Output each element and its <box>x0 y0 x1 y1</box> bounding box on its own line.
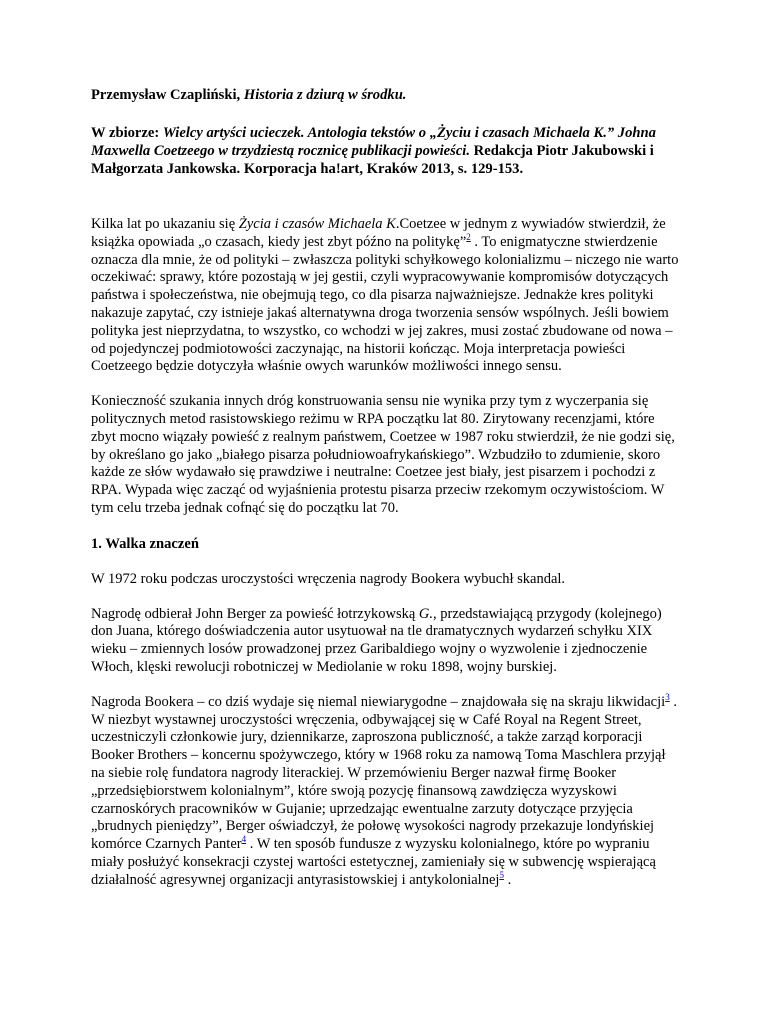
footnote-link-4[interactable]: 4 <box>241 834 247 845</box>
paragraph-4 <box>91 606 681 677</box>
paragraph-3: W 1972 roku podczas uroczystości wręczenia nagrody Bookera wybuchł skandal. <box>91 570 566 587</box>
book-title: Życia i czasów Michaela K <box>238 216 396 232</box>
text-span: Nagrodę odbierał John Berger za powieść łotrzykowską <box>91 605 416 622</box>
citation-header <box>91 86 691 178</box>
footnote-link-3[interactable]: 3 <box>665 691 670 702</box>
paragraph-5 <box>91 691 681 890</box>
paragraph-1 <box>91 216 681 376</box>
text-span: Kilka lat po ukazaniu się <box>91 216 236 232</box>
document-body <box>91 216 681 907</box>
collection-info <box>91 124 691 178</box>
footnote-link-2[interactable]: 2 <box>466 231 471 242</box>
section-heading: 1. Walka znaczeń <box>91 535 199 552</box>
text-span: , przedstawiającą przygody (kolejnego) don Juana, którego doświadczenia autor usytuował na tle dramatycznych wydarzeń schyłku XIX wieku – zmiennych losów prowadzonej przez Garibaldiego wojny o wyzwolenie i zjednoczenie Włoch, klęski rewolucji robotniczej w Mediolanie w roku 1898, wojny burskiej. <box>91 605 662 675</box>
in-label: W zbiorze: <box>91 125 160 141</box>
text-span: . To enigmatyczne stwierdzenie oznacza dla mnie, że od polityki – zwłaszcza polityki schyłkowego kolonializmu – niczego nie warto oczekiwać: sprawy, które pozostają w jej gestii, czyli wypracowywanie kompromisów dotyczących państwa i społeczeństwa, nie obejmują tego, co dla pisarza najważniejsze. Jednakże kres polityki nakazuje zapytać, czy istnieje jakaś alternatywna droga tworzenia sensów wspólnych. Jeśli bowiem polityka jest nieprzydatna, to wszystko, co wchodzi w jej zakres, musi zostać zbudowane od nowa – od pojedynczej podmiotowości zaczynając, na historii kończąc. Moja interpretacja powieści Coetzeego będzie dotyczyła właśnie owych warunków możliwości innego sensu. <box>91 233 679 375</box>
collection-title: Wielcy artyści ucieczek. Antologia tekstów o „Życiu i czasach Michaela K.” Johna Maxwella Coetzeego w trzydziestą rocznicę publikacji powieści. <box>91 125 656 159</box>
text-span: Nagroda Bookera – co dziś wydaje się niemal niewiarygodne – znajdowała się na skraju likwidacji <box>91 693 666 710</box>
author-title-line <box>91 86 691 104</box>
author-name: Przemysław Czapliński, <box>91 87 241 103</box>
paragraph-2: Konieczność szukania innych dróg konstruowania sensu nie wynika przy tym z wyczerpania się politycznych metod rasistowskiego reżimu w RPA początku lat 80. Zirytowany recenzjami, które zbyt mocno wiązały powieść z realnym państwem, Coetzee w 1987 roku stwierdził, że nie godzi się, by określano go jako „białego pisarza południowoafrykańskiego”. Wzbudziło to zdumienie, skoro każde ze słów wydawało się prawdziwe i neutralne: Coetzee jest biały, jest pisarzem i pochodzi z RPA. Wypada więc zacząć od wyjaśnienia protestu pisarza przeciw rzekomym oczywistościom. W tym celu trzeba jednak cofnąć się do początku lat 70. <box>91 393 675 516</box>
text-span: . W ten sposób fundusze z wyzysku kolonialnego, które po wypraniu miały posłużyć konsekracji czystej wartości estetycznej, zamieniały się w subwencję wspierającą działalność agresywnej organizacji antyrasistowskiej i antykolonialnej <box>91 836 656 888</box>
editors-info: Redakcja Piotr Jakubowski i Małgorzata Jankowska. Korporacja ha!art, Kraków 2013, s. 129-153. <box>91 143 654 177</box>
book-title-g: G. <box>418 605 434 622</box>
text-span: . <box>507 871 512 888</box>
text-span: . W niezbyt wystawnej uroczystości wręczenia, odbywającej się w Café Royal na Regent Street, uczestniczyli członkowie jury, dziennikarze, zaproszona publiczność, a także zarząd korporacji Booker Brothers – koncernu spożywczego, który w 1968 roku za namową Toma Maschlera przyjął na siebie rolę fundatora nagrody literackiej. W przemówieniu Berger nazwał firmę Booker „przedsiębiorstwem kolonialnym”, które swoją pozycję finansową zawdzięcza wyzyskowi czarnoskórych pracowników w Gujanie; uprzedzając ewentualne zarzuty dotyczące przyjęcia „brudnych pieniędzy”, Berger oświadczył, że połowę wysokości nagrody przekazuje londyńskiej komórce Czarnych Panter <box>91 693 677 853</box>
footnote-link-5[interactable]: 5 <box>499 869 504 880</box>
text-span: .Coetzee w jednym z wywiadów stwierdził, że książka opowiada „o czasach, kiedy jest zbyt późno na politykę” <box>91 216 666 250</box>
article-title: Historia z dziurą w środku. <box>243 87 407 103</box>
